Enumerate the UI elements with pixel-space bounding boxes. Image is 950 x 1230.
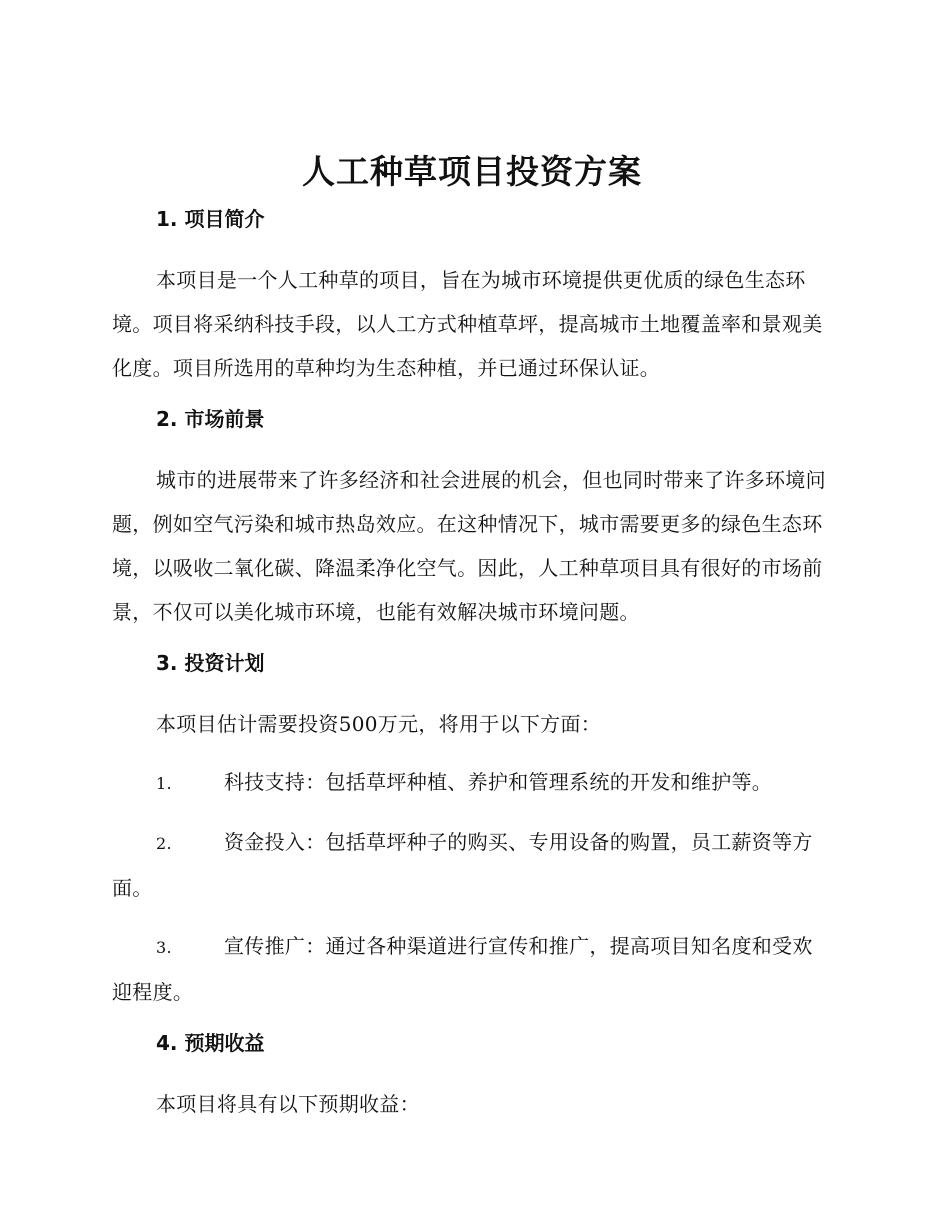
document-body [112, 150, 832, 1140]
list-number: 2. [156, 834, 172, 853]
section-heading: 2. 市场前景 [156, 407, 265, 431]
section-paragraph: 本项目将具有以下预期收益： [156, 1092, 420, 1116]
list-text: 科技支持：包括草坪种植、养护和管理系统的开发和维护等。 [224, 770, 773, 794]
list-item [112, 760, 832, 806]
section-investment-plan [112, 648, 832, 1014]
section-paragraph: 本项目是一个人工种草的项目，旨在为城市环境提供更优质的绿色生态环境。项目将采纳科技手段，以人工方式种植草坪，提高城市土地覆盖率和景观美化度。项目所选用的草种均为生态种植，并已通过环保认证。 [112, 268, 823, 380]
list-number: 3. [156, 938, 172, 957]
section-expected-returns [112, 1028, 832, 1126]
list-item [112, 820, 832, 910]
document-title: 人工种草项目投资方案 [302, 152, 642, 191]
list-number: 1. [156, 774, 172, 793]
section-heading: 1. 项目简介 [156, 207, 265, 231]
section-heading: 3. 投资计划 [156, 651, 265, 675]
section-introduction [112, 204, 832, 390]
list-text: 资金投入：包括草坪种子的购买、专用设备的购置，员工薪资等方面。 [112, 830, 813, 900]
section-heading: 4. 预期收益 [156, 1031, 265, 1055]
list-item [112, 924, 832, 1014]
section-market-outlook [112, 404, 832, 634]
section-paragraph: 城市的进展带来了许多经济和社会进展的机会，但也同时带来了许多环境问题，例如空气污染和城市热岛效应。在这种情况下，城市需要更多的绿色生态环境，以吸收二氧化碳、降温柔净化空气。因此，人工种草项目具有很好的市场前景，不仅可以美化城市环境，也能有效解决城市环境问题。 [112, 468, 826, 624]
list-text: 宣传推广：通过各种渠道进行宣传和推广，提高项目知名度和受欢迎程度。 [112, 934, 813, 1004]
section-paragraph: 本项目估计需要投资500万元，将用于以下方面： [156, 712, 602, 736]
